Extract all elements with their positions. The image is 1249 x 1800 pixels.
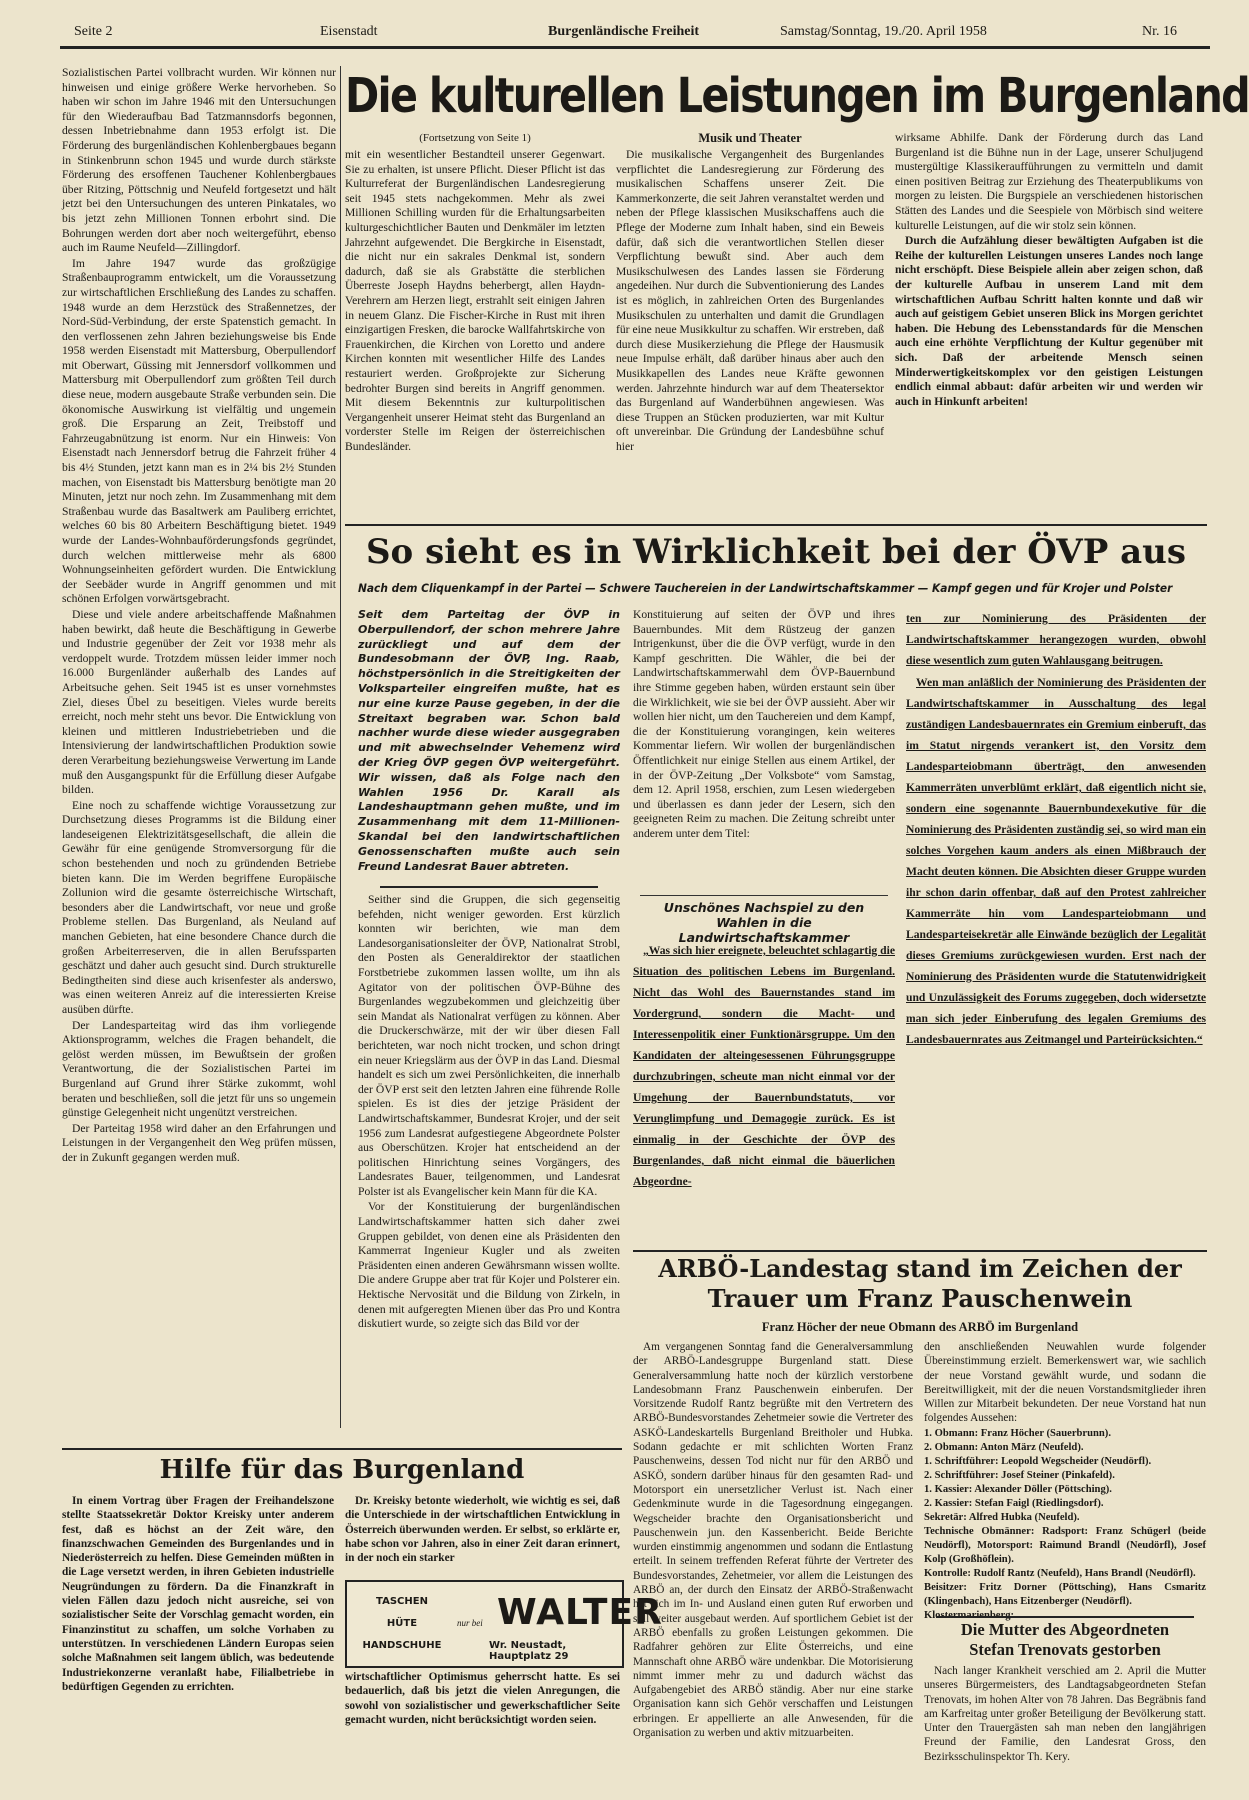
kultur-music-heading: Musik und Theater xyxy=(698,131,802,145)
board-member: Kontrolle: Rudolf Rantz (Neufeld), Hans Brandl (Neudörfl). xyxy=(924,1567,1196,1579)
board-member: 2. Schriftführer: Josef Steiner (Pinkafeld). xyxy=(924,1469,1115,1481)
place-name: Eisenstadt xyxy=(320,24,378,39)
section-rule xyxy=(633,1250,1207,1252)
quote-paragraph: „Was sich hier ereignete, beleuchtet schlagartig die Situation des politischen Lebens im Burgenland. Nicht das Wohl des Bauernstandes stand im Vordergrund, sondern die Macht- und Interessenpolitik einer Funktionärsgruppe. Um den Kandidaten der alteingesessenen Führungsgruppe durchzubringen, scheute man nicht einmal vor der Umgehung der Bauernbundstatuts, vor Verunglimpfung und Demagogie zurück. Es ist einmalig in der Geschichte der ÖVP des Burgenlandes, daß nicht einmal die bäuerlichen Abgeordne- xyxy=(633,944,895,1188)
obituary-headline-line-1: Die Mutter des Abgeordneten xyxy=(960,1620,1170,1639)
oevp-paragraph: Seither sind die Gruppen, die sich gegenseitig befehden, nicht weniger geworden. Erst kürzlich konnten wir berichten, wie man dem Landesorganisationsleiter der ÖVP, Nationalrat Strobl, den Posten als Generaldirektor der staatlichen Forstbetriebe zukommen lassen wollte, um ihn als Agitator von der politischen ÖVP-Bühne des Burgenlandes wegzubekommen und gleichzeitig über sein Mandat als Nationalrat verfügen zu können. Aber die Druckerschwärze, mit der wir über diesen Fall berichteten, war noch nicht trocken, und schon dringt ein neuer Kriegslärm aus der ÖVP in das Land. Diesmal handelt es sich um zwei Persönlichkeiten, die innerhalb der ÖVP erst seit den letzten Jahren eine führende Rolle spielen. Es ist dies der jetzige Präsident der Landwirtschaftskammer, Bundesrat Krojer, und der seit 1956 zum Landesrat aufgestiegene Abgeordnete Polster aus Oberschützen. Krojer hat entscheidend an der politischen Hinrichtung seines Vorgängers, des Landesrates Bauer, teilgenommen, und Landesrat Polster ist als Evangelischer kein Mann für die KA. xyxy=(358,893,620,1198)
board-list xyxy=(924,1427,1206,1623)
hilfe-column-2-continued xyxy=(345,1670,620,1790)
hilfe-paragraph: Dr. Kreisky betonte wiederholt, wie wichtig es sei, daß die Unterschiede in der wirtschaftlichen Entwicklung in Österreich überwunden werden. Er selbst, so erklärte er, habe schon vor Jahren, also in einer Zeit daran erinnert, in der noch ein starker xyxy=(345,1495,620,1565)
kultur-paragraph: Die musikalische Vergangenheit des Burgenlandes verpflichtet die Landesregierung zur Förderung des musikalischen Schaffens unserer Zeit. Die Kammerkonzerte, die seit Jahren veranstaltet werden und neben der Pflege klassischen Musikschaffens auch die Pflege der Moderne zum Inhalt haben, sind ein Beweis dafür, daß sich die verantwortlichen Stellen dieser Verpflichtung bewußt sind. Aber auch dem Musikschulwesen des Landes lassen sie Förderung angedeihen. Nur durch die Subventionierung des Landes ist es möglich, in zahlreichen Orten des Burgenlandes Musikschulen zu unterhalten und damit die Grundlagen für eine neue Musikkultur zu schaffen. Wir erstreben, daß durch diese Musikerziehung die Pflege der Hausmusik neue Impulse erhält, daß darüber hinaus aber auch den Musikkapellen des Landes neue Kräfte gewonnen werden. Jahrzehnte hindurch war auf dem Theatersektor das Burgenland auf Wanderbühnen angewiesen. Was diese Truppen an Stücken produzierten, war mit Kultur oft unvereinbar. Die Gründung der Landesbühne schuf hier xyxy=(616,148,884,453)
oevp-column-3 xyxy=(906,608,1206,1258)
board-member: Technische Obmänner: Radsport: Franz Schügerl (beide Neudörfl), Motorsport: Raimund Brandl (Neudörfl), Josef Kolp (Großhöflein). xyxy=(924,1525,1206,1565)
kultur-column-2 xyxy=(616,148,884,518)
board-member: Klostermarienberg: xyxy=(924,1609,1015,1621)
ad-line: HÜTE xyxy=(386,1618,418,1629)
board-member: 2. Kassier: Stefan Faigl (Riedlingsdorf). xyxy=(924,1497,1104,1509)
left-paragraph: Der Landesparteitag wird das ihm vorliegende Aktionsprogramm, welches die Fragen behandelt, die gelöst werden müssen, im Bewußtsein der großen Verantwortung, die der Sozialistischen Partei im Burgenland auf Grund ihrer Stärke zukommt, wohl beraten und beschließen, soll die jetzt für uns so ungemein günstige Gelegenheit nicht ungenützt verstreichen. xyxy=(62,1018,336,1120)
kultur-column-1 xyxy=(345,148,605,518)
arboe-column-1 xyxy=(633,1340,913,1786)
oevp-paragraph: Vor der Konstituierung der burgenländischen Landwirtschaftskammer hatten sich daher zwei Gruppen gebildet, von denen eine als Präsidenten den Kammerrat Ingenieur Kugler und als zweiten Präsidenten einen anderen Gewährsmann wissen wollte. Die andere Gruppe aber trat für Kojer und Polsterer ein. Hektische Nervosität und die Bildung von Zirkeln, in denen mit aufgeregten Mienen über das Pro und Kontra diskutiert wurde, so zeigte sich das Bild vor der xyxy=(358,1200,620,1331)
arboe-paragraph: den anschließenden Neuwahlen wurde folgender Übereinstimmung erzielt. Bemerkenswert war, wie sachlich der neue Vorstand gewählt wurde, und sodann die Bereitwilligkeit, mit der die neuen Vorstandsmitglieder ihren Willen zur Mitarbeit bekundeten. Der neue Vorstand hat nun folgendes Aussehen: xyxy=(924,1341,1206,1425)
walter-advertisement xyxy=(345,1580,663,1668)
hilfe-column-2 xyxy=(345,1494,620,1576)
kultur-continuation-note: (Fortsetzung von Seite 1) xyxy=(419,132,531,144)
ad-address: Wr. Neustadt, Hauptplatz 29 xyxy=(489,1640,569,1662)
newspaper-name: Burgenländische Freiheit xyxy=(548,24,700,39)
ad-line: TASCHEN xyxy=(376,1596,428,1607)
oevp-headline: So sieht es in Wirklichkeit bei der ÖVP aus xyxy=(366,532,1186,572)
kultur-paragraph: mit ein wesentlicher Bestandteil unserer Gegenwart. Sie zu erhalten, ist unsere Pflicht. Dieser Pflicht ist das Kulturreferat der Burgenländischen Landesregierung seit 1945 stets nachgekommen. Mehr als zwei Millionen Schilling wurden für die Erhaltungsarbeiten kulturgeschichtlicher Bauten und Denkmäler im letzten Jahrzehnt aufgewendet. Die Bergkirche in Eisenstadt, die nicht nur ein sakrales Denkmal ist, sondern dadurch, daß sie als Grabstätte die sterblichen Überreste Joseph Haydns beherbergt, allen Haydn-Verehrern am Herzen liegt, erstrahlt seit einigen Jahren in neuem Glanz. Die Fischer-Kirche in Rust mit ihren einzigartigen Fresken, die barocke Wallfahrtskirche von Frauenkirchen, die Kirchen von Loretto und andere Kirchen konnten mit wesentlicher Hilfe des Landes restauriert werden. Großprojekte zur Sicherung bedrohter Burgen sind bereits in Angriff genommen. Mit diesem Bekenntnis zur kulturpolitischen Vergangenheit unserer Heimat steht das Burgenland an vorderster Stelle im Reigen der österreichischen Bundesländer. xyxy=(345,148,605,453)
oevp-lead xyxy=(358,608,620,882)
hilfe-column-1 xyxy=(62,1494,334,1790)
quote-paragraph: Wen man anläßlich der Nominierung des Präsidenten der Landwirtschaftskammer in Ausschaltung des legal zuständigen Landesbauernrates ein Gremium einberuft, das im Statut nirgends verankert ist, den Vorsitz dem Landesparteiobmann überträgt, den anwesenden Kammerräten unverblümt erklärt, daß eigentlich nicht sie, sondern eine sogenannte Bauernbundexekutive für die Nominierung des Präsidenten zuständig sei, so wird man ein solches Vorgehen kaum anders als einen Mißbrauch der Macht deuten können. Die Absichten dieser Gruppe wurden ihr schon darin offenbar, daß auf den Protest zahlreicher Kammerräte hin vom Landesparteiobmann und Landesparteisekretär alle Einwände bezüglich der Legalität dieses Gremiums zurückgewiesen wurden. Erst nach der Nominierung des Präsidenten wurde die Statutenwidrigkeit und Unzulässigkeit des Forums zugegeben, doch widersetzte man sich jeder Einberufung des legalen Gremiums des Landesbauernrates aus Zeitmangel und Parteirücksichten.“ xyxy=(906,676,1206,1046)
left-paragraph: Im Jahre 1947 wurde das großzügige Straßenbauprogramm entwickelt, um die Voraussetzung zur wirtschaftlichen Erschließung des Landes zu schaffen. 1948 wurde an dem Herzstück des Straßennetzes, der Nord-Süd-Verbindung, der erste Spatenstich gemacht. In den verflossenen zehn Jahren beziehungsweise bis Ende 1958 werden Eisenstadt mit Mattersburg, Oberpullendorf mit Oberwart, Güssing mit Jennersdorf vollkommen und Mattersburg mit Oberpullendorf zum größten Teil durch diese neue, modern ausgebaute Straße verbunden sein. Die ökonomische Auswirkung ist vielfältig und ungemein groß. Die Ersparung an Zeit, Treibstoff und Fahrzeugabnützung ist enorm. Nur ein Hinweis: Von Eisenstadt nach Jennersdorf betrug die Fahrzeit früher 4 bis 4½ Stunden, jetzt kann man es in 2¼ bis 2½ Stunden machen, von Eisenstadt bis Mattersburg benötigte man 20 Minuten, jetzt nur noch zehn. Im Zusammenhang mit dem Straßenbau wurde das Basaltwerk am Pauliberg errichtet, welches 60 bis 80 Arbeitern Beschäftigung bietet. 1949 wurde der Landes-Wohnbauförderungsfonds gegründet, durch welchen mittlerweise mehr als 6800 Wohnungseinheiten gefördert wurden. Die Entwicklung der Seebäder wurde in Angriff genommen und mit schönen Erfolgen vorwärtsgebracht. xyxy=(62,256,336,606)
board-member: Beisitzer: Fritz Dorner (Pöttsching), Hans Csmaritz (Klingenbach), Hans Eitzenberger (Neudörfl). xyxy=(924,1581,1206,1607)
board-member: Sekretär: Alfred Hubka (Neufeld). xyxy=(924,1511,1080,1523)
oevp-column-1 xyxy=(358,893,620,1457)
kultur-column-3 xyxy=(895,131,1203,521)
quote-paragraph: ten zur Nominierung des Präsidenten der Landwirtschaftskammer herangezogen wurden, obwohl diese wesentlich zum guten Wahlausgang beitrugen. xyxy=(906,612,1206,667)
left-paragraph: Der Parteitag 1958 wird daher an den Erfahrungen und Leistungen in der Vergangenheit den Weg prüfen müssen, der in Zukunft gegangen werden muß. xyxy=(62,1121,336,1164)
header-rule xyxy=(60,46,1210,49)
ad-brand-name: WALTER xyxy=(497,1592,663,1633)
oevp-lead-text: Seit dem Parteitag der ÖVP in Oberpullendorf, der schon mehrere Jahre zurückliegt und auf dem der Bundesobmann der ÖVP, Ing. Raab, höchstpersönlich in die Streitigkeiten der Volksparteiler eingreifen mußte, hat es nur eine kurze Pause gegeben, in der die Streitaxt begraben war. Schon bald nachher wurde diese wieder ausgegraben und mit abwechselnder Vehemenz wird der Krieg ÖVP gegen ÖVP weitergeführt. Wir wissen, daß als Folge nach den Wahlen 1956 Dr. Karall als Landeshauptmann gehen mußte, und im Zusammenhang mit dem 11-Millionen-Skandal bei den landwirtschaftlichen Genossenschaften mußte auch sein Freund Landesrat Bauer abtreten. xyxy=(358,608,620,873)
ad-line: HANDSCHUHE xyxy=(362,1640,442,1651)
section-rule xyxy=(345,524,1207,526)
arboe-paragraph: Am vergangenen Sonntag fand die Generalversammlung der ARBÖ-Landesgruppe Burgenland statt. Diese Generalversammlung hatte noch der kürzlich verstorbene Landesobmann Franz Pauschenwein einberufen. Der Vorsitzende Rudolf Rantz begrüßte mit den Vertretern des ARBÖ-Bundesvorstandes Zehetmeier sowie die Vertreter des ASKÖ-Landeskartells Burgenland Breitholer und Hubka. Sodann gedachte er mit schlichten Worten Franz Pauschenweins, dessen Tod nicht nur für den ARBÖ und ASKÖ, sondern darüber hinaus für den gesamten Rad- und Motorsport ein unersetzlicher Verlust ist. Nach einer Gedenkminute wurde in die Tagesordnung eingegangen. Wegscheider brachte den Organisationsbericht und Pauschenwein jun. den Kassenbericht. Beide Berichte wurden einstimmig angenommen und sodann die Entlastung erteilt. In seinem treffenden Referat führte der Vertreter des Bundesvorstandes, Zehetmeier, vor allem die Leistungen des ARBÖ an, der durch den Einsatz der ARBÖ-Straßenwacht hat sich im In- und Ausland einen guten Ruf erworben und soll weiter ausgebaut werden. Auf sportlichem Gebiet ist der ARBÖ ebenfalls zu großen Leistungen gekommen. Die Radfahrer gehören zur Elite Österreichs, und eine Mannschaft ohne ARBÖ wäre undenkbar. Die Motorisierung nimmt immer mehr zu und dadurch wächst das Aufgabengebiet des ARBÖ ständig. Aber nur eine starke Organisation kann sich Gehör verschaffen und Leistungen erbringen. Er appellierte an alle Anwesenden, für die Organisation zu werben und aktiv mitzuarbeiten. xyxy=(633,1341,913,1740)
arboe-headline-line-2: Trauer um Franz Pauschenwein xyxy=(707,1284,1133,1313)
board-member: 2. Obmann: Anton März (Neufeld). xyxy=(924,1441,1084,1453)
quote-box-top-rule xyxy=(640,895,888,896)
section-rule xyxy=(62,1448,622,1450)
hilfe-headline: Hilfe für das Burgenland xyxy=(159,1455,525,1485)
obituary-text xyxy=(924,1664,1206,1790)
left-column-article xyxy=(62,66,336,1428)
oevp-column-2 xyxy=(633,608,895,870)
arboe-subheadline: Franz Höcher der neue Obmann des ARBÖ im Burgenland xyxy=(761,1320,1079,1334)
quote-box-text xyxy=(633,940,895,1250)
board-member: 1. Schriftführer: Leopold Wegscheider (Neudörfl). xyxy=(924,1455,1152,1467)
left-paragraph: Eine noch zu schaffende wichtige Voraussetzung zur Durchsetzung dieses Programms ist die Bildung einer landeseigenen Elektrizitätsgesellschaft, die allein die Gewähr für eine genügende Stromversorgung für die schon bestehenden und noch zu gründenden Betriebe bieten kann. Die im Werden begriffene Europäische Zollunion wird die gesamte österreichische Wirtschaft, besonders aber die Landwirtschaft, vor neue und große Probleme stellen. Das Burgenland, als Neuland auf manchen Gebieten, hat eine besondere Chance durch die großen Arbeiterreserven, die in allen Berufssparten geschätzt und daher auch gesucht sind. Durch strukturelle Bedingtheiten sind diese auch krisenfester als anderswo, was einen weiteren Anreiz auf die interessierten Kreise ausüben dürfte. xyxy=(62,798,336,1016)
hilfe-paragraph: In einem Vortrag über Fragen der Freihandelszone stellte Staatssekretär Doktor Kreisky unter anderem fest, daß es höchst an der Zeit wäre, den finanzschwachen Gemeinden des Burgenlandes und in Niederösterreich zu helfen. Diese Gemeinden müßten in die Lage versetzt werden, in ihren Gebieten industrielle Neugründungen zu fördern. Da die Finanzkraft in vielen Fällen dazu jedoch nicht ausreiche, sei von sozialistischer Seite der Vorschlag gemacht worden, ein Finanzinstitut zu schaffen, um solche Vorhaben zu unterstützen. In verschiedenen Ländern Europas seien solche Maßnahmen seit langem üblich, was bedeutende Industriekonzerne veranlaßt habe, Filialbetriebe in bedürftigen Gegenden zu errichten. xyxy=(62,1495,334,1693)
issue-number: Nr. 16 xyxy=(1142,24,1177,39)
oevp-paragraph: Konstituierung auf seiten der ÖVP und ihres Bauernbundes. Mit dem Rüstzeug der ganzen Intrigenkunst, über die die ÖVP verfügt, wurde in den Kampf geschritten. Die Wähler, die bei der Landwirtschaftskammerwahl dem ÖVP-Bauernbund ihre Stimme gegeben haben, würden erstaunt sein über die Wirklichkeit, wie sie bei der ÖVP aussieht. Aber wir wollen hier nicht, um den Tauchereien und dem Kampf, die der Konstituierung vorangingen, kein weiteres Kommentar liefern. Wir wollen der burgenländischen Öffentlichkeit nur einige Stellen aus einem Artikel, der in der ÖVP-Zeitung „Der Volksbote“ vom Samstag, dem 12. April 1958, erschien, zum Lesen wiedergeben und überlassen es dann jeder der Lesern, sich den geeigneten Reim zu machen. Die Zeitung schreibt unter anderem unter dem Titel: xyxy=(633,608,895,840)
kultur-headline: Die kulturellen Leistungen im Burgenland xyxy=(345,68,1249,124)
lead-rule xyxy=(380,886,598,888)
board-member: 1. Obmann: Franz Höcher (Sauerbrunn). xyxy=(924,1427,1111,1439)
kultur-closing-paragraph: Durch die Aufzählung dieser bewältigten Aufgaben ist die Reihe der kulturellen Leistungen unseres Landes noch lange nicht erschöpft. Diese Beispiele allein aber zeigen schon, daß der kulturelle Aufbau in unserem Land mit dem wirtschaftlichen Aufbau Schritt halten konnte und daß wir auch auf geistigem Gebiet unseren Blick ins Morgen gerichtet haben. Die Hebung des Lebensstandards für die Menschen auch eine erhöhte Verpflichtung der Kultur gegenüber mit sich. Daß der arbeitende Mensch seinen Minderwertigkeitskomplex vor den geistigen Leistungen endlich einmal abbaut: dafür arbeiten wir und werden wir auch in Hinkunft arbeiten! xyxy=(895,234,1203,408)
section-rule xyxy=(936,1616,1194,1618)
quote-box-title: Unschönes Nachspiel zu den Wahlen in die Landwirtschaftskammer xyxy=(663,900,865,945)
page-number: Seite 2 xyxy=(74,24,113,39)
arboe-headline-line-1: ARBÖ-Landestag stand im Zeichen der xyxy=(658,1254,1182,1283)
left-paragraph: Diese und viele andere arbeitschaffende Maßnahmen haben bewirkt, daß heute die Beschäftigung in Gewerbe und Industrie gegenüber der Zeit vor 1938 mehr als verdoppelt wurde. Trotzdem müssen leider immer noch 16.000 Burgenländer außerhalb des Landes auf Arbeitsuche gehen. Seit 1945 ist es unser vornehmstes Ziel, dieses Übel zu beseitigen. Vieles wurde bereits erreicht, noch mehr steht uns bevor. Die Entwicklung von kleinen und mittleren Industriebetrieben und die Intensivierung der landwirtschaftlichen Produktion sowie deren Verarbeitung beziehungsweise Verwertung im Lande muß den Ausgangspunkt für die Erfüllung dieser Aufgabe bilden. xyxy=(62,607,336,797)
left-paragraph: Sozialistischen Partei vollbracht wurden. Wir können nur hinweisen und einige größere Werke hervorheben. So haben wir schon im Jahre 1946 mit den Untersuchungen für den Wiederaufbau Bad Tatzmannsdorfs begonnen, dessen Inbetriebnahme dann 1953 erfolgt ist. Die Förderung des burgenländischen Kohlenbergbaues begann in Stinkenbrunn schon 1945 und wurde durch stärkste Förderung des ersoffenen Tauchener Kohlenbergbaues über Ritzing, Pöttschnig und Neufeld fortgesetzt und hält jetzt bei den Untersuchungen des unteren Pinkatales, wo bis jetzt zehn Millionen Tonnen erbohrt sind. Die Bohrungen werden dort aber noch weitergeführt, ebenso auch im Raume Neufeld—Zillingdorf. xyxy=(62,66,336,255)
obituary-paragraph: Nach langer Krankheit verschied am 2. April die Mutter unseres Bürgermeisters, des Landtagsabgeordneten Stefan Trenovats, im hohen Alter von 78 Jahren. Das Begräbnis fand am Karfreitag unter großer Beteiligung der Bevölkerung statt. Unter den Trauergästen sah man neben den langjährigen Freund der Familie, den Landesrat Gross, den Bezirksschulinspektor Th. Kery. xyxy=(924,1665,1206,1763)
page-header xyxy=(70,18,1200,44)
ad-nur-bei: nur bei xyxy=(457,1618,483,1628)
oevp-subheadline: Nach dem Cliquenkampf in der Partei — Schwere Tauchereien in der Landwirtschaftskammer — Kampf gegen und für Krojer und Polster xyxy=(358,582,1173,595)
column-divider xyxy=(340,66,341,1428)
issue-date: Samstag/Sonntag, 19./20. April 1958 xyxy=(780,24,987,39)
kultur-paragraph: wirksame Abhilfe. Dank der Förderung durch das Land Burgenland ist die Bühne nun in der Lage, unserer Schuljugend mustergültige Klassikeraufführungen zu vermitteln und damit einen positiven Beitrag zur Erziehung des Theaterpublikums von morgen zu leisten. Die Burgspiele an verschiedenen historischen Stätten des Landes und die Seespiele von Mörbisch sind weitere kulturelle Leistungen, auf die wir stolz sein können. xyxy=(895,131,1203,232)
arboe-column-2 xyxy=(924,1340,1206,1621)
board-member: 1. Kassier: Alexander Döller (Pöttsching). xyxy=(924,1483,1112,1495)
hilfe-paragraph: wirtschaftlicher Optimismus geherrscht hatte. Es sei bedauerlich, daß bis jetzt die vielen Anregungen, die sowohl von sozialistischer und gewerkschaftlicher Seite gemacht wurden, nicht berücksichtigt worden seien. xyxy=(345,1671,620,1726)
obituary-headline-line-2: Stefan Trenovats gestorben xyxy=(969,1640,1161,1659)
